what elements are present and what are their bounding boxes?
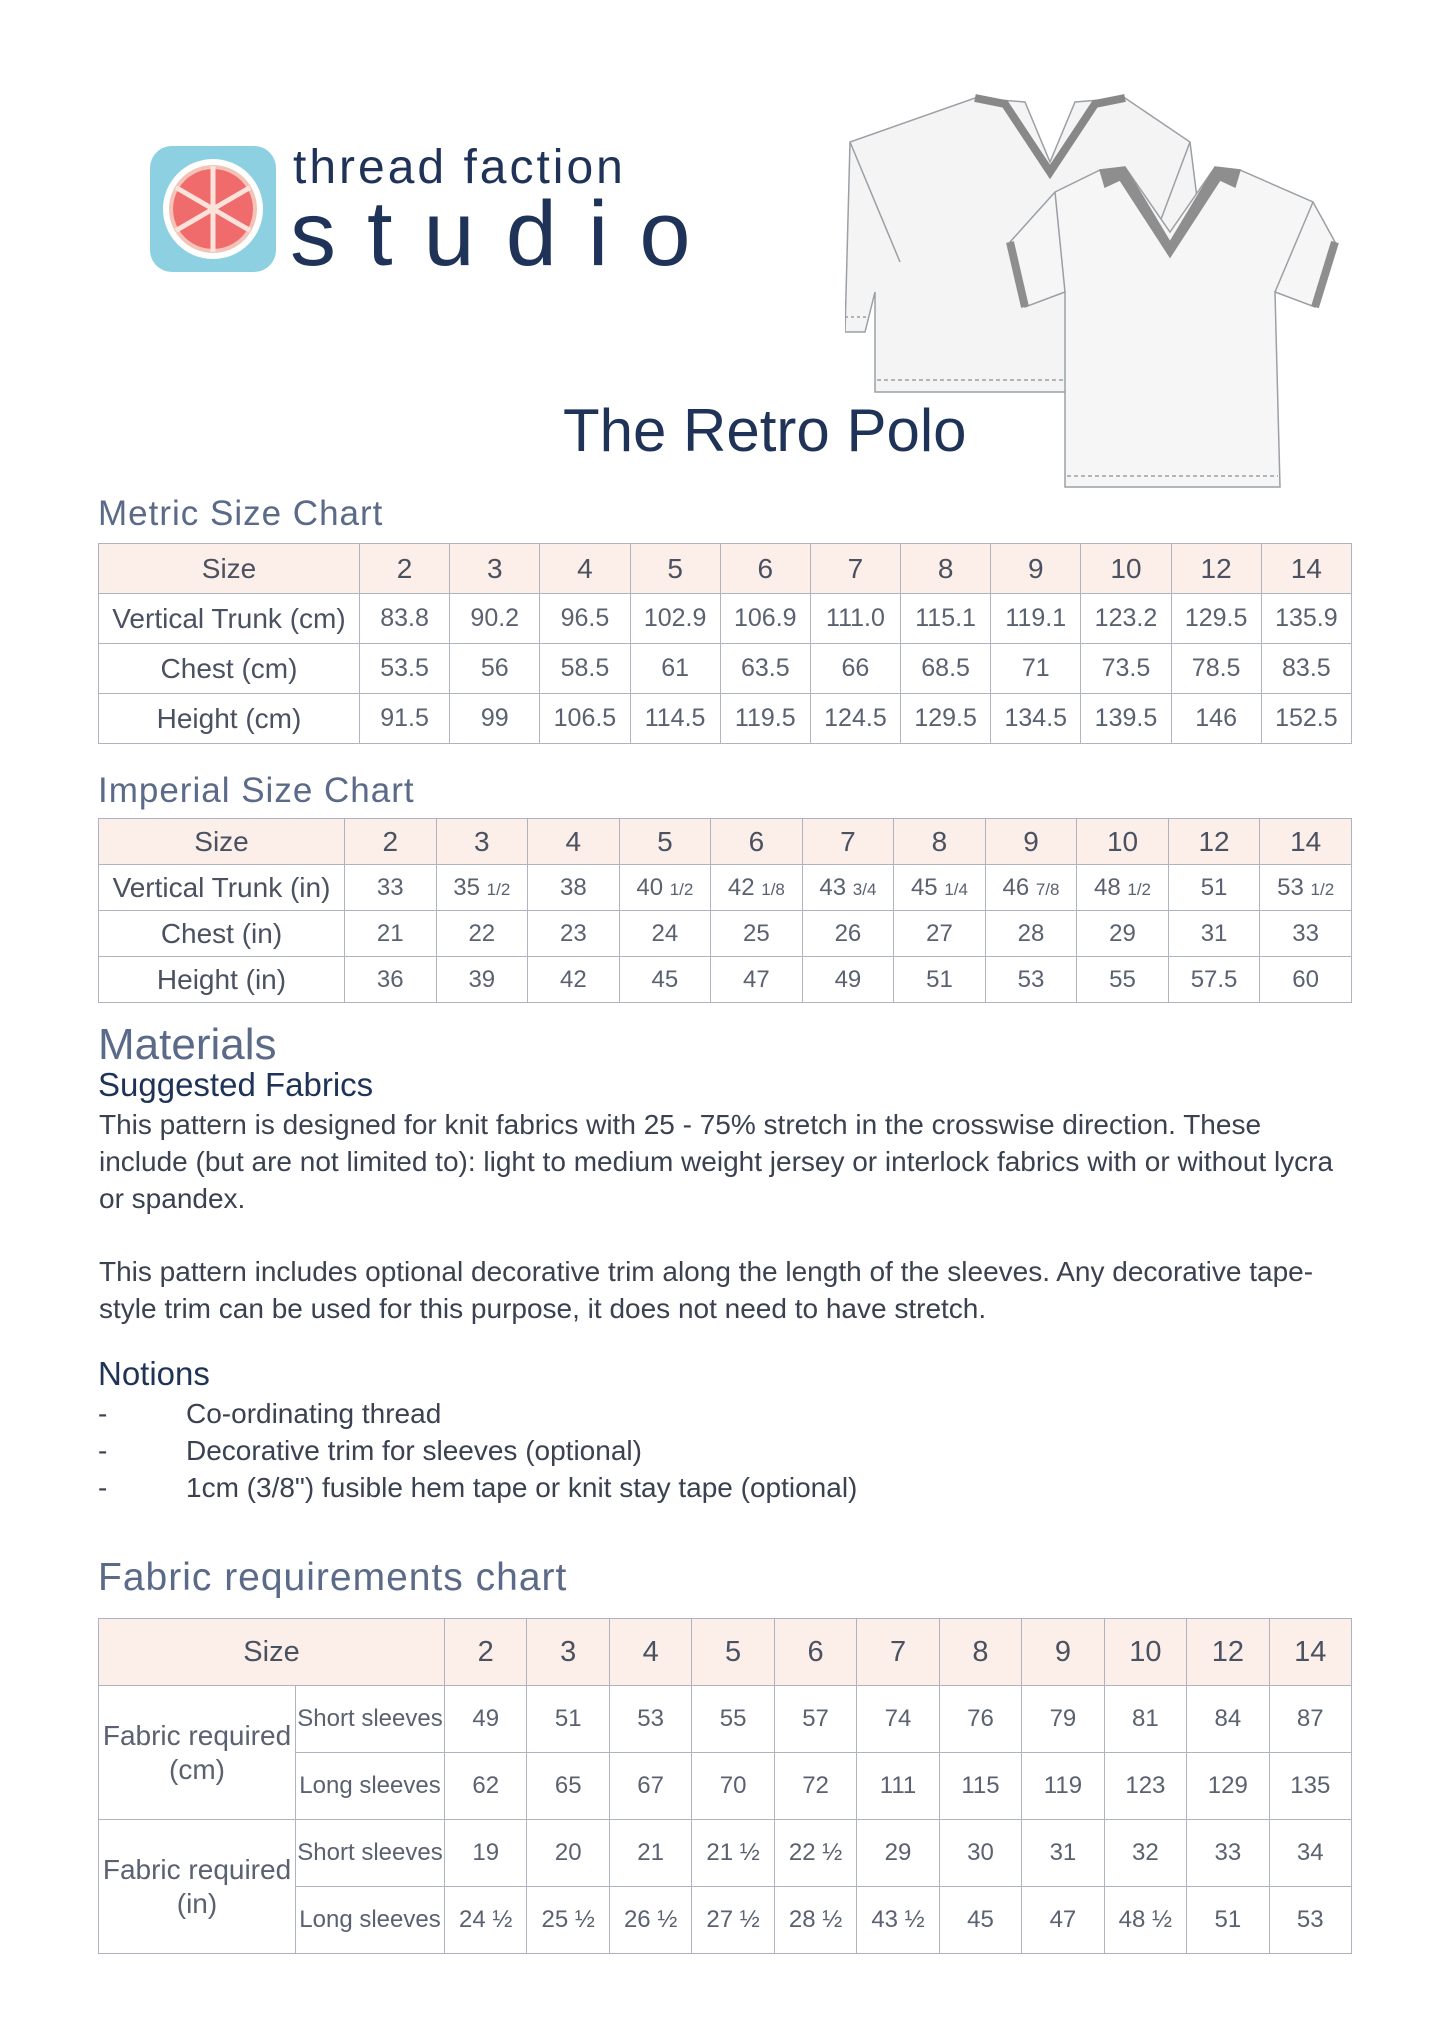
value-cell [1168, 865, 1260, 911]
grapefruit-slice-icon [150, 146, 276, 272]
value-cell: 63.5 [720, 644, 810, 694]
table-row [99, 865, 1352, 911]
value-cell [1168, 911, 1260, 957]
whole-number: 21 [376, 919, 404, 947]
value-cell [1260, 865, 1352, 911]
sleeve-type: Long sleeves [296, 1753, 445, 1820]
size-cell: 8 [901, 544, 991, 594]
metric-size-table [98, 543, 1352, 744]
value-cell: 83.8 [360, 594, 450, 644]
value-cell: 71 [991, 644, 1081, 694]
fraction: 1/2 [669, 879, 694, 899]
value-cell: 21 [609, 1820, 691, 1887]
value-cell: 74 [857, 1686, 939, 1753]
bullet: - [98, 1472, 108, 1503]
size-cell: 6 [720, 544, 810, 594]
value-cell: 106.5 [540, 694, 630, 744]
value-cell: 129.5 [901, 694, 991, 744]
value-cell [1077, 957, 1169, 1003]
value-cell: 53.5 [360, 644, 450, 694]
table-header-row [99, 544, 1352, 594]
row-label: Chest (cm) [99, 644, 360, 694]
row-label: Height (in) [99, 957, 345, 1003]
whole-number: 25 [743, 919, 770, 947]
value-cell: 135 [1269, 1753, 1351, 1820]
table-header-row [99, 819, 1352, 865]
imperial-size-table [98, 818, 1352, 1003]
whole-number: 22 [468, 919, 496, 947]
whole-number: 39 [468, 965, 496, 993]
size-header: Size [99, 819, 345, 865]
table-row [99, 644, 1352, 694]
row-label: Chest (in) [99, 911, 345, 957]
group-label: Fabric required (in) [99, 1820, 296, 1954]
notion-item [98, 1435, 642, 1467]
value-cell: 24 ½ [445, 1887, 527, 1954]
value-cell: 87 [1269, 1686, 1351, 1753]
value-cell: 62 [445, 1753, 527, 1820]
whole-number: 28 [1017, 919, 1045, 947]
whole-number: 40 [636, 873, 664, 901]
value-cell: 61 [630, 644, 720, 694]
value-cell [528, 911, 620, 957]
whole-number: 45 [910, 873, 938, 901]
fabric-chart-heading: Fabric requirements chart [98, 1556, 568, 1599]
whole-number: 51 [1200, 873, 1228, 901]
value-cell: 33 [1187, 1820, 1269, 1887]
fraction: 1/2 [1127, 879, 1152, 899]
value-cell: 51 [527, 1686, 609, 1753]
size-cell: 14 [1269, 1619, 1351, 1686]
size-cell: 2 [360, 544, 450, 594]
size-cell: 2 [345, 819, 437, 865]
value-cell [345, 911, 437, 957]
imperial-chart-heading: Imperial Size Chart [98, 771, 415, 810]
value-cell: 34 [1269, 1820, 1351, 1887]
value-cell: 65 [527, 1753, 609, 1820]
size-cell: 14 [1261, 544, 1351, 594]
value-cell: 139.5 [1081, 694, 1171, 744]
value-cell [802, 911, 894, 957]
sleeve-type: Short sleeves [296, 1686, 445, 1753]
whole-number: 51 [926, 965, 953, 993]
value-cell: 119 [1022, 1753, 1104, 1820]
size-cell: 3 [450, 544, 540, 594]
value-cell: 66 [810, 644, 900, 694]
value-cell: 81 [1104, 1686, 1186, 1753]
size-cell: 4 [528, 819, 620, 865]
notion-text: Decorative trim for sleeves (optional) [186, 1435, 642, 1466]
size-cell: 9 [991, 544, 1081, 594]
whole-number: 27 [926, 919, 953, 947]
whole-number: 57.5 [1190, 965, 1238, 993]
value-cell: 90.2 [450, 594, 540, 644]
whole-number: 42 [727, 873, 755, 901]
value-cell: 22 ½ [774, 1820, 856, 1887]
metric-chart-heading: Metric Size Chart [98, 494, 384, 533]
fraction: 3/4 [852, 879, 877, 899]
value-cell [985, 911, 1077, 957]
size-cell: 10 [1081, 544, 1171, 594]
value-cell: 102.9 [630, 594, 720, 644]
size-cell: 8 [894, 819, 986, 865]
whole-number: 36 [376, 965, 404, 993]
fabrics-paragraph: This pattern is designed for knit fabrics with 25 - 75% stretch in the crosswise direction. These include (but are not limited to): light to medium weight jersey or interlock fabrics with or without lycra or spandex. [99, 1109, 1334, 1214]
notion-text: 1cm (3/8") fusible hem tape or knit stay tape (optional) [186, 1472, 858, 1503]
pattern-title: The Retro Polo [563, 397, 967, 464]
size-cell: 8 [939, 1619, 1021, 1686]
size-cell: 9 [985, 819, 1077, 865]
value-cell: 91.5 [360, 694, 450, 744]
whole-number: 31 [1200, 919, 1228, 947]
value-cell: 30 [939, 1820, 1021, 1887]
value-cell [1077, 911, 1169, 957]
notion-text: Co-ordinating thread [186, 1398, 442, 1429]
notions-heading: Notions [98, 1355, 210, 1392]
brand-name-top: thread faction [293, 141, 626, 194]
value-cell [345, 865, 437, 911]
value-cell [894, 911, 986, 957]
value-cell: 57 [774, 1686, 856, 1753]
value-cell: 28 ½ [774, 1887, 856, 1954]
size-cell: 3 [527, 1619, 609, 1686]
value-cell: 68.5 [901, 644, 991, 694]
whole-number: 29 [1109, 919, 1136, 947]
value-cell: 55 [692, 1686, 774, 1753]
table-row [99, 694, 1352, 744]
value-cell [711, 911, 803, 957]
size-cell: 7 [857, 1619, 939, 1686]
size-cell: 12 [1171, 544, 1261, 594]
value-cell: 45 [939, 1887, 1021, 1954]
fraction: 1/2 [1310, 879, 1335, 899]
whole-number: 43 [819, 873, 847, 901]
value-cell [711, 957, 803, 1003]
whole-number: 46 [1002, 873, 1030, 901]
value-cell: 56 [450, 644, 540, 694]
value-cell: 119.5 [720, 694, 810, 744]
size-cell: 3 [436, 819, 528, 865]
value-cell [1260, 957, 1352, 1003]
value-cell: 78.5 [1171, 644, 1261, 694]
size-cell: 7 [802, 819, 894, 865]
value-cell: 27 ½ [692, 1887, 774, 1954]
size-cell: 10 [1104, 1619, 1186, 1686]
row-label: Height (cm) [99, 694, 360, 744]
fraction: 1/2 [486, 879, 511, 899]
value-cell: 114.5 [630, 694, 720, 744]
value-cell [619, 957, 711, 1003]
size-cell: 4 [609, 1619, 691, 1686]
materials-heading: Materials [98, 1020, 277, 1069]
row-label: Vertical Trunk (in) [99, 865, 345, 911]
value-cell: 48 ½ [1104, 1887, 1186, 1954]
whole-number: 24 [651, 919, 679, 947]
size-cell: 14 [1260, 819, 1352, 865]
value-cell: 115 [939, 1753, 1021, 1820]
size-cell: 5 [692, 1619, 774, 1686]
fraction: 1/8 [761, 879, 785, 899]
value-cell [802, 865, 894, 911]
size-cell: 2 [445, 1619, 527, 1686]
fraction: 7/8 [1035, 879, 1060, 899]
value-cell: 134.5 [991, 694, 1081, 744]
value-cell [345, 957, 437, 1003]
whole-number: 23 [559, 919, 587, 947]
size-cell: 6 [774, 1619, 856, 1686]
value-cell [802, 957, 894, 1003]
value-cell: 146 [1171, 694, 1261, 744]
value-cell: 119.1 [991, 594, 1081, 644]
trim-paragraph: This pattern includes optional decorative trim along the length of the sleeves. Any decorative tape-style trim can be used for this purpose, it does not need to have stretch. [99, 1256, 1314, 1324]
value-cell [894, 957, 986, 1003]
size-cell: 10 [1077, 819, 1169, 865]
value-cell: 83.5 [1261, 644, 1351, 694]
value-cell: 129.5 [1171, 594, 1261, 644]
whole-number: 38 [559, 873, 587, 901]
value-cell: 111.0 [810, 594, 900, 644]
group-label: Fabric required (cm) [99, 1686, 296, 1820]
table-row [99, 1820, 1352, 1887]
value-cell [436, 865, 528, 911]
size-cell: 12 [1168, 819, 1260, 865]
size-header: Size [99, 544, 360, 594]
value-cell: 20 [527, 1820, 609, 1887]
value-cell: 123 [1104, 1753, 1186, 1820]
size-cell: 5 [619, 819, 711, 865]
value-cell [985, 957, 1077, 1003]
value-cell: 21 ½ [692, 1820, 774, 1887]
value-cell: 70 [692, 1753, 774, 1820]
whole-number: 60 [1292, 965, 1319, 993]
whole-number: 55 [1109, 965, 1136, 993]
whole-number: 47 [743, 965, 770, 993]
value-cell: 72 [774, 1753, 856, 1820]
value-cell: 79 [1022, 1686, 1104, 1753]
value-cell [619, 911, 711, 957]
value-cell [436, 957, 528, 1003]
value-cell [894, 865, 986, 911]
value-cell: 124.5 [810, 694, 900, 744]
table-row [99, 957, 1352, 1003]
value-cell [985, 865, 1077, 911]
whole-number: 53 [1017, 965, 1045, 993]
sleeve-type: Short sleeves [296, 1820, 445, 1887]
value-cell [1260, 911, 1352, 957]
value-cell: 25 ½ [527, 1887, 609, 1954]
value-cell: 47 [1022, 1887, 1104, 1954]
table-row [99, 594, 1352, 644]
value-cell [528, 957, 620, 1003]
value-cell: 67 [609, 1753, 691, 1820]
value-cell [436, 911, 528, 957]
value-cell: 43 ½ [857, 1887, 939, 1954]
value-cell: 111 [857, 1753, 939, 1820]
value-cell [619, 865, 711, 911]
size-header: Size [99, 1619, 445, 1686]
whole-number: 26 [834, 919, 862, 947]
value-cell: 31 [1022, 1820, 1104, 1887]
table-header-row [99, 1619, 1352, 1686]
value-cell: 123.2 [1081, 594, 1171, 644]
value-cell: 49 [445, 1686, 527, 1753]
bullet: - [98, 1435, 108, 1466]
whole-number: 49 [834, 965, 862, 993]
whole-number: 45 [651, 965, 679, 993]
value-cell: 152.5 [1261, 694, 1351, 744]
value-cell: 115.1 [901, 594, 991, 644]
size-cell: 6 [711, 819, 803, 865]
notion-item [98, 1472, 857, 1504]
value-cell [1168, 957, 1260, 1003]
sleeve-type: Long sleeves [296, 1887, 445, 1954]
value-cell: 26 ½ [609, 1887, 691, 1954]
value-cell: 51 [1187, 1887, 1269, 1954]
value-cell: 99 [450, 694, 540, 744]
value-cell: 106.9 [720, 594, 810, 644]
value-cell: 19 [445, 1820, 527, 1887]
whole-number: 53 [1277, 873, 1304, 901]
value-cell: 73.5 [1081, 644, 1171, 694]
whole-number: 33 [376, 873, 404, 901]
value-cell [528, 865, 620, 911]
whole-number: 35 [453, 873, 480, 901]
notion-item [98, 1398, 441, 1430]
fabric-requirements-table [98, 1618, 1352, 1954]
table-row [99, 911, 1352, 957]
size-cell: 12 [1187, 1619, 1269, 1686]
bullet: - [98, 1398, 108, 1429]
table-row [99, 1686, 1352, 1753]
row-label: Vertical Trunk (cm) [99, 594, 360, 644]
suggested-fabrics-heading: Suggested Fabrics [98, 1066, 374, 1103]
size-cell: 4 [540, 544, 630, 594]
value-cell: 53 [1269, 1887, 1351, 1954]
value-cell: 58.5 [540, 644, 630, 694]
value-cell: 135.9 [1261, 594, 1351, 644]
whole-number: 48 [1094, 873, 1121, 901]
value-cell: 96.5 [540, 594, 630, 644]
brand-name-bottom: studio [290, 183, 722, 285]
value-cell: 76 [939, 1686, 1021, 1753]
size-cell: 9 [1022, 1619, 1104, 1686]
value-cell: 53 [609, 1686, 691, 1753]
fraction: 1/4 [944, 879, 968, 899]
value-cell [1077, 865, 1169, 911]
value-cell [711, 865, 803, 911]
whole-number: 33 [1292, 919, 1319, 947]
size-cell: 7 [810, 544, 900, 594]
size-cell: 5 [630, 544, 720, 594]
value-cell: 84 [1187, 1686, 1269, 1753]
value-cell: 32 [1104, 1820, 1186, 1887]
whole-number: 42 [559, 965, 587, 993]
value-cell: 29 [857, 1820, 939, 1887]
value-cell: 129 [1187, 1753, 1269, 1820]
